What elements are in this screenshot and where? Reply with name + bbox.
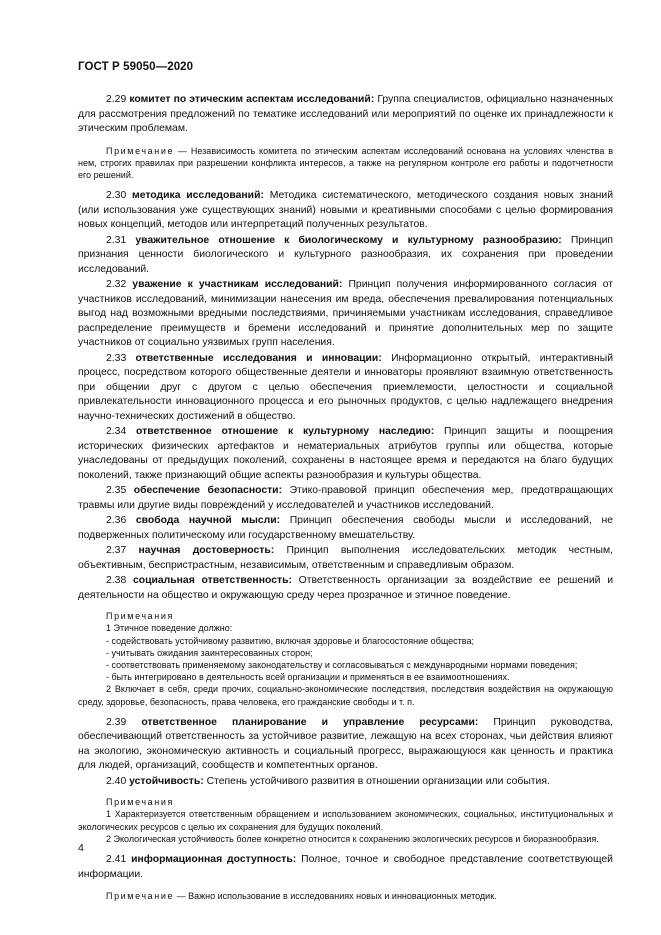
- note-line: 1 Этичное поведение должно:: [106, 623, 233, 634]
- notes-title: Примечания: [106, 611, 174, 622]
- entry-term: социальная ответственность:: [132, 575, 292, 587]
- entry-definition: Принцип обеспечения свободы мысли и исследований, не подверженных политическому или государственному вмешательству.: [78, 515, 613, 541]
- document-body: [78, 93, 613, 910]
- note-2-41: [78, 890, 613, 902]
- standard-header: ГОСТ Р 59050—2020: [78, 61, 194, 73]
- note-dash: —: [176, 891, 186, 902]
- note-2-29: [78, 145, 613, 182]
- note-line: 2 Экологическая устойчивость более конкретно относится к сохранению экологических ресурсов и биоразнообразия.: [106, 833, 599, 844]
- page-number: 4: [78, 842, 84, 854]
- entry-term: свобода научной мысли:: [135, 515, 281, 527]
- entry-number: 2.37: [106, 545, 127, 557]
- entry-term: уважительное отношение к биологическому и культурному разнообразию:: [135, 234, 562, 246]
- entry-definition: Методика систематического, методического создания новых знаний (или использования уже существующих знаний) новыми и креативными способами с целью формирования новых концепций, методов или интерпретаций полученных результатов.: [78, 190, 613, 231]
- entry-2-34: [78, 425, 613, 483]
- entry-term: устойчивость:: [129, 775, 204, 787]
- entry-2-36: [78, 514, 613, 543]
- entry-term: ответственное планирование и управление ресурсами:: [141, 716, 479, 728]
- note-label: Примечание: [106, 145, 175, 156]
- entry-2-37: [78, 544, 613, 573]
- note-line: - учитывать ожидания заинтересованных сторон;: [106, 647, 313, 658]
- entry-number: 2.29: [106, 94, 127, 105]
- note-line: - соответствовать применяемому законодательству и согласовываться с международными нормами поведения;: [106, 659, 578, 670]
- entry-2-33: [78, 352, 613, 425]
- entry-2-30: [78, 189, 613, 233]
- entry-term: ответственное отношение к культурному наследию:: [136, 426, 435, 438]
- entry-definition: Принцип защиты и поощрения исторических физических артефактов и нематериальных атрибутов группы или общества, которые унаследованы от предыдущих поколений, сохранены в настоящее время и передаются на благо будущих поколений, также признающий общие аспекты разнообразия и культуры общества.: [78, 426, 614, 481]
- entry-definition: Степень устойчивого развития в отношении организации или события.: [206, 775, 550, 787]
- note-line: - содействовать устойчивому развитию, включая здоровье и благосостояние общества;: [106, 635, 474, 646]
- entry-number: 2.30: [106, 190, 127, 202]
- entry-number: 2.38: [106, 575, 127, 587]
- entry-number: 2.39: [106, 716, 127, 728]
- entry-term: научная достоверность:: [138, 545, 275, 557]
- note-line: - быть интегрировано в деятельность всей организации и применяться в ее взаимоотношениях.: [106, 672, 510, 683]
- notes-2-38: [78, 610, 613, 708]
- entry-term: методика исследований:: [132, 190, 264, 202]
- notes-2-40: [78, 796, 613, 845]
- entry-definition: Информационно открытый, интерактивный процесс, посредством которого общественные деятели и инноваторы проявляют взаимную ответственность при общении друг с другом с целью обеспечения приемлемости, целостности и социальной привлекательности инновационного процесса и его рыночных продуктов, с целью надлежащего внедрения научно-технических достижений в общество.: [78, 352, 614, 422]
- notes-title: Примечания: [106, 797, 174, 808]
- entry-number: 2.35: [106, 485, 127, 497]
- entry-number: 2.32: [106, 279, 127, 291]
- entry-2-31: [78, 234, 613, 278]
- entry-2-32: [78, 278, 613, 351]
- entry-2-38: [78, 574, 613, 603]
- entry-term: уважение к участникам исследований:: [132, 279, 343, 291]
- entry-definition: Принцип получения информированного согласия от участников исследований, минимизации нанесения им вреда, обеспечения превалирования потенциальных выгод над возможными вредными последствиями, причиняемыми участникам исследования, справедливое распределение преимуществ и бремени исследований и принятие дополнительных мер по защите участников от социально уязвимых групп населения.: [78, 279, 614, 349]
- entry-number: 2.40: [106, 775, 127, 787]
- entry-definition: Этико-правовой принцип обеспечения мер, предотвращающих травмы или другие виды повреждений у исследователей и участников исследований.: [78, 485, 614, 511]
- entry-definition: Принцип руководства, обеспечивающий ответственность за устойчивое развитие, лежащую на всех сторонах, чьи действия влияют на экологию, экономическую активность и социальный прогресс, выражающуюся как ценность и практика для людей, организаций, сообществ и компетентных органов.: [78, 716, 614, 772]
- entry-2-35: [78, 484, 613, 513]
- note-text: Важно использование в исследованиях новых и инновационных методик.: [188, 891, 497, 902]
- note-text: Независимость комитета по этическим аспектам исследований основана на условиях членства в нем, строгих правилах при разрешении конфликта интересов, а также на регулярном контроле его работы и подотчетности его решений.: [78, 145, 613, 180]
- entry-definition: Группа специалистов, официально назначенных для рассмотрения предложений по тематике исследований или мероприятий по оценке их принадлежности к этическим проблемам.: [78, 94, 614, 134]
- entry-number: 2.36: [106, 515, 127, 527]
- entry-2-40: [78, 775, 613, 790]
- entry-2-29: [78, 93, 613, 137]
- entry-number: 2.31: [106, 234, 127, 246]
- entry-term: обеспечение безопасности:: [133, 485, 283, 497]
- entry-definition: Ответственность организации за воздействие ее решений и деятельности на общество и окружающую среду через прозрачное и этичное поведение.: [78, 575, 613, 601]
- entry-number: 2.41: [106, 854, 127, 866]
- entry-definition: Принцип признания ценности биологического и культурного разнообразия, их сохранения при проведении исследований.: [78, 234, 614, 275]
- note-line: 1 Характеризуется ответственным обращением и использованием экономических, социальных, институциональных и экологических ресурсов с целью их сохранения для будущих поколений.: [78, 809, 613, 832]
- entry-term: комитет по этическим аспектам исследований:: [129, 94, 375, 105]
- entry-term: ответственные исследования и инновации:: [135, 352, 382, 364]
- note-line: 2 Включает в себя, среди прочих, социально-экономические последствия, последствия воздействия на окружающую среду, здоровье, безопасность, права человека, его гражданские свободы и т. п.: [78, 684, 613, 707]
- entry-2-41: [78, 853, 613, 882]
- note-label: Примечание: [106, 891, 175, 902]
- entry-term: информационная доступность:: [131, 854, 297, 866]
- note-dash: —: [177, 145, 187, 156]
- entry-number: 2.33: [106, 352, 127, 364]
- entry-number: 2.34: [106, 426, 127, 438]
- entry-definition: Принцип выполнения исследовательских методик честным, объективным, беспристрастным, независимым, ответственным и справедливым образом.: [78, 545, 613, 571]
- entry-definition: Полное, точное и свободное представление соответствующей информации.: [78, 854, 613, 880]
- entry-2-39: [78, 716, 613, 774]
